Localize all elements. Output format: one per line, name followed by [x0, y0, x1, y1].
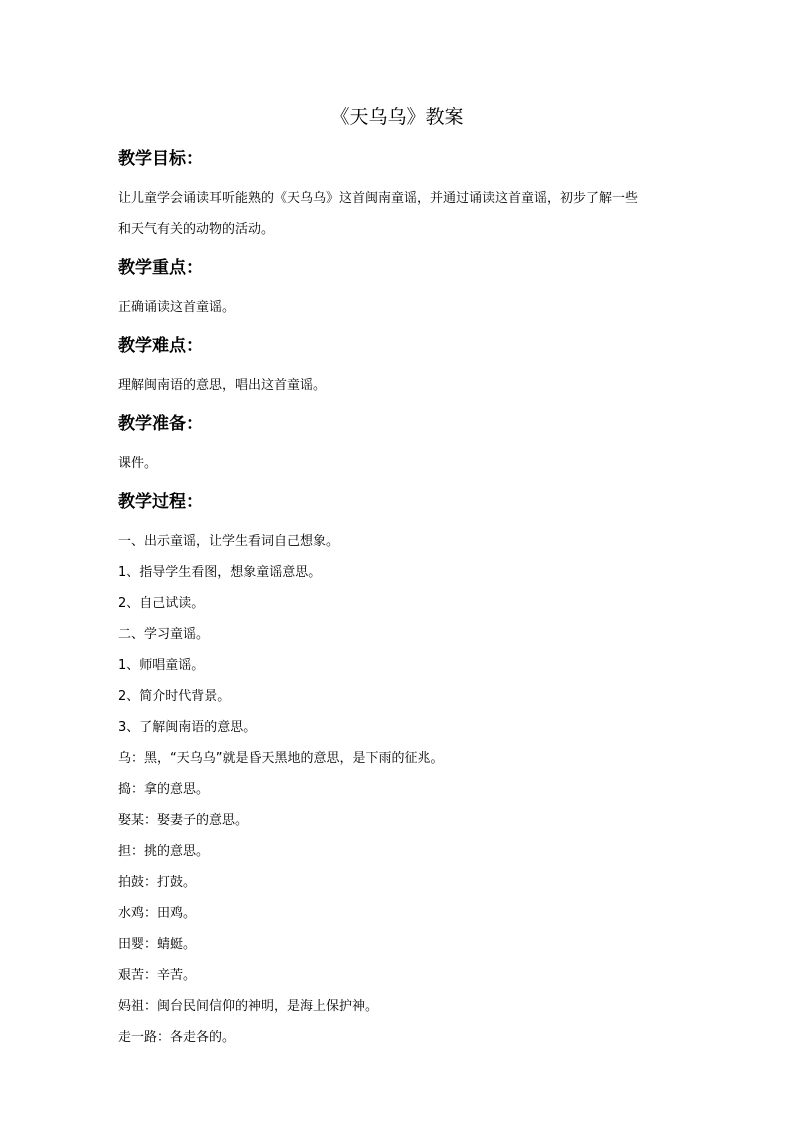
paragraph-line: 2、简介时代背景。 [118, 689, 231, 704]
paragraph-line: 走一路：各走各的。 [118, 1030, 236, 1045]
paragraph-line: 理解闽南语的意思，唱出这首童谣。 [118, 378, 327, 393]
paragraph-line: 艰苦：辛苦。 [118, 968, 197, 983]
paragraph-line: 1、师唱童谣。 [118, 658, 205, 673]
paragraph-line: 拍鼓：打鼓。 [118, 875, 197, 890]
paragraph-line: 担：挑的意思。 [118, 844, 210, 859]
section-preparation [118, 411, 688, 479]
paragraph-line: 正确诵读这首童谣。 [118, 300, 236, 315]
paragraph-line: 1、指导学生看图，想象童谣意思。 [118, 565, 322, 580]
paragraph-line: 让儿童学会诵读耳听能熟的《天乌乌》这首闽南童谣，并通过诵读这首童谣，初步了解一些 [118, 191, 639, 206]
section-heading: 教学准备： [118, 414, 203, 434]
section-heading: 教学目标： [118, 149, 203, 169]
paragraph-line: 妈祖：闽台民间信仰的神明，是海上保护神。 [118, 999, 379, 1014]
paragraph-line: 一、出示童谣，让学生看词自己想象。 [118, 534, 340, 549]
document-body [118, 146, 688, 1053]
paragraph-line: 课件。 [118, 456, 158, 471]
paragraph-line: 田婴：蜻蜓。 [118, 937, 197, 952]
section-key-points [118, 255, 688, 323]
paragraph-line: 捣：拿的意思。 [118, 782, 210, 797]
paragraph-line: 乌：黑，“天乌乌”就是昏天黑地的意思，是下雨的征兆。 [118, 751, 444, 766]
section-heading: 教学难点： [118, 336, 203, 356]
paragraph-line: 3、了解闽南语的意思。 [118, 720, 257, 735]
section-process [118, 489, 688, 1053]
section-heading: 教学过程： [118, 492, 203, 512]
paragraph-line: 2、自己试读。 [118, 596, 205, 611]
paragraph-line: 二、学习童谣。 [118, 627, 210, 642]
section-teaching-goals [118, 146, 688, 245]
section-difficulties [118, 333, 688, 401]
paragraph-line: 娶某：娶妻子的意思。 [118, 813, 249, 828]
paragraph-line: 和天气有关的动物的活动。 [118, 222, 275, 237]
document-title: 《天乌乌》教案 [330, 106, 464, 128]
paragraph-line: 水鸡：田鸡。 [118, 906, 197, 921]
section-heading: 教学重点： [118, 258, 203, 278]
